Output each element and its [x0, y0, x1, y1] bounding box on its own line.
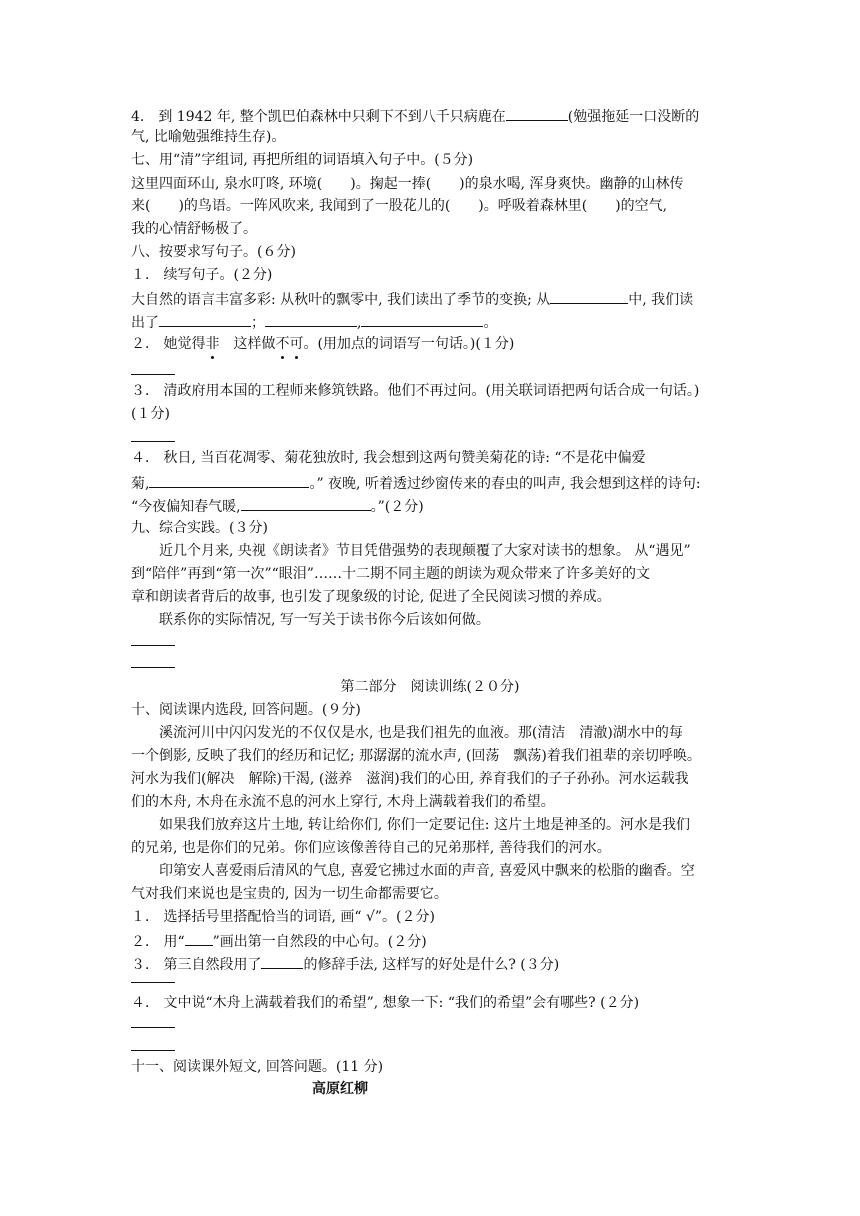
passage-line: 一个倒影, 反映了我们的经历和记忆; 那潺潺的流水声, (回荡 飘荡)着我们祖辈的亲切呼唤。: [131, 748, 701, 764]
passage-line: 们的木舟, 木舟在永流不息的河水上穿行, 木舟上满载着我们的希望。: [131, 794, 555, 810]
answer-blank[interactable]: [361, 311, 483, 327]
section-7-text-line2: 来( )的鸟语。一阵风吹来, 我闻到了一股花儿的( )。呼吸着森林里( )的空气,: [131, 198, 668, 214]
section-8-heading: 八、按要求写句子。(６分): [131, 244, 296, 260]
section-9-heading: 九、综合实践。(３分): [131, 520, 268, 536]
section-7-heading: 七、用“清”字组词, 再把所组的词语填入句子中。(５分): [131, 152, 474, 168]
section-8-q4-line3: “今夜偏知春气暖, 。”(２分): [131, 495, 424, 517]
section-7-text-line1: 这里四面环山, 泉水叮咚, 环境( )。掬起一捧( )的泉水喝, 浑身爽快。幽静的山林传: [131, 176, 684, 192]
section-8-q4-line1: ４． 秋日, 当百花凋零、菊花独放时, 我会想到这两句赞美菊花的诗: “不是花中偏爱: [131, 450, 646, 466]
section-10-heading: 十、阅读课内选段, 回答问题。(９分): [131, 702, 361, 718]
passage-title: 高原红柳: [312, 1081, 368, 1097]
passage-line: 如果我们放弃这片土地, 转让给你们, 你们一定要记住: 这片土地是神圣的。河水是我们: [159, 817, 690, 833]
answer-line[interactable]: [131, 645, 175, 646]
section-9-prompt: 联系你的实际情况, 写一写关于读书你今后该如何做。: [159, 612, 490, 628]
passage-line: 气对我们来说也是宝贵的, 因为一切生命都需要它。: [131, 886, 448, 902]
answer-line[interactable]: [131, 1027, 175, 1028]
answer-blank[interactable]: [261, 953, 303, 969]
section-7-text-line3: 我的心情舒畅极了。: [131, 221, 257, 237]
answer-blank[interactable]: [265, 311, 357, 327]
section-8-q4-line2: 菊, 。” 夜晚, 听着透过纱窗传来的春虫的叫声, 我会想到这样的诗句:: [131, 472, 701, 494]
section-8-q1-heading: １． 续写句子。(２分): [131, 267, 273, 283]
answer-line[interactable]: [131, 374, 175, 375]
section-9-para-line2: 到“陪伴”再到“第一次”“眼泪”……十二期不同主题的朗读为观众带来了许多美好的文: [131, 566, 650, 582]
passage-line: 的兄弟, 也是你们的兄弟。你们应该像善待自己的兄弟那样, 善待我们的河水。: [131, 840, 611, 856]
dotted-char: 非: [205, 336, 220, 352]
answer-blank[interactable]: [241, 495, 371, 511]
passage-line: 溪流河川中闪闪发光的不仅仅是水, 也是我们祖先的血液。那(清洁 清澈)湖水中的每: [159, 725, 683, 741]
section-8-q1-line1: 大自然的语言丰富多彩: 从秋叶的飘零中, 我们读出了季节的变换; 从 中, 我们读: [131, 288, 693, 310]
q-item-4-line1: 4． 到 1942 年, 整个凯巴伯森林中只剩下不到八千只病鹿在 (勉强拖延一口没断的: [131, 105, 699, 127]
section-9-para-line3: 章和朗读者背后的故事, 也引发了现象级的讨论, 促进了全民阅读习惯的养成。: [131, 589, 611, 605]
section-10-q3: ３． 第三自然段用了 的修辞手法, 这样写的好处是什么? (３分): [131, 953, 559, 975]
part-2-title: 第二部分 阅读训练(２０分): [340, 679, 520, 695]
dotted-char: 不: [275, 336, 290, 352]
answer-blank[interactable]: [149, 472, 309, 488]
passage-line: 印第安人喜爱雨后清风的气息, 喜爱它拂过水面的声音, 喜爱风中飘来的松脂的幽香。空: [159, 863, 695, 879]
section-8-q3-line1: ３． 清政府用本国的工程师来修筑铁路。他们不再过问。(用关联词语把两句话合成一句话。): [131, 383, 700, 399]
underline-sample: [185, 930, 213, 946]
section-8-q3-line2: (１分): [131, 406, 170, 422]
answer-line[interactable]: [131, 667, 175, 668]
section-11-heading: 十一、阅读课外短文, 回答问题。(11 分): [131, 1059, 384, 1075]
answer-line[interactable]: [131, 1050, 175, 1051]
answer-line[interactable]: [131, 982, 175, 983]
section-8-q1-line2: 出了 ； , 。: [131, 311, 497, 333]
passage-line: 河水为我们(解决 解除)干渴, (滋养 滋润)我们的心田, 养育我们的子子孙孙。河水运载我: [131, 771, 689, 787]
section-10-q2: ２． 用“ ”画出第一自然段的中心句。(２分): [131, 930, 427, 952]
answer-blank[interactable]: [550, 288, 628, 304]
answer-blank[interactable]: [506, 105, 568, 121]
dotted-char: 可: [289, 336, 304, 352]
section-10-q4: ４． 文中说“木舟上满载着我们的希望”, 想象一下: “我们的希望”会有哪些? (２分): [131, 995, 640, 1011]
answer-blank[interactable]: [159, 311, 251, 327]
section-10-q1: １． 选择括号里搭配恰当的词语, 画“ √”。(２分): [131, 909, 435, 925]
q-item-4-line2: 气, 比喻勉强维持生存)。: [131, 129, 286, 145]
answer-line[interactable]: [131, 441, 175, 442]
section-9-para-line1: 近几个月来, 央视《朗读者》节目凭借强势的表现颠覆了大家对读书的想象。 从“遇见”: [159, 543, 691, 559]
section-8-q2-line: ２． 她觉得非 这样做不可。(用加点的词语写一句话。)(１分): [131, 336, 515, 352]
